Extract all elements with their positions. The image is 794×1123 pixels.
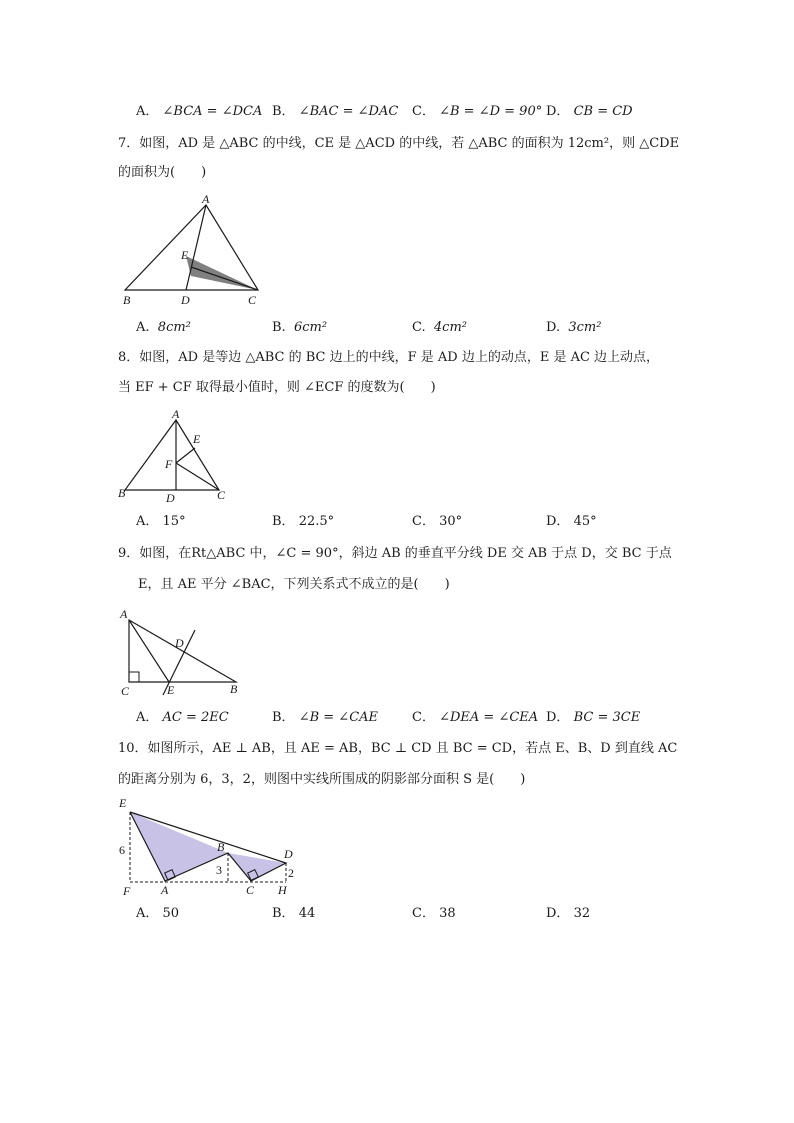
q10-option-b: B． 44 [272,906,316,921]
q9-right-angle-mark [129,672,139,682]
q10-label-a: A [161,883,169,897]
q9-label-c: C [121,684,130,698]
q10-label-f: F [123,884,131,898]
q7-figure [115,192,275,312]
q8-segment-fc [176,463,219,490]
q9-label-b: B [230,682,238,696]
q10-option-c: C． 38 [412,906,456,921]
q10-option-a: A． 50 [136,906,180,921]
q7-option-d: D. 3cm² [546,320,602,335]
q8-option-c: C． 30° [412,514,463,529]
q10-label-d: D [284,847,293,861]
q7-option-b: B. 6cm² [272,320,328,335]
q8-label-f: F [165,457,173,471]
q8-label-d: D [166,491,175,505]
q8-option-a: A． 15° [136,514,186,529]
q9-stem-line2: E，且 AE 平分 ∠BAC，下列关系式不成立的是( ) [138,577,450,592]
q10-label-h: H [278,883,287,897]
q7-label-d: D [181,293,190,307]
q8-triangle-abc [125,420,219,490]
q8-label-c: C [217,488,226,502]
q9-label-d: D [175,636,184,650]
q9-option-c: C． ∠DEA = ∠CEA [412,710,539,725]
q7-median-ce [191,267,258,290]
q10-stem-line1: 10．如图所示，AE ⊥ AB，且 AE = AB，BC ⊥ CD 且 BC = CD，若点 E、B、D 到直线 AC [118,741,678,756]
q8-label-a: A [172,407,180,421]
q9-figure [115,604,250,699]
q9-stem-line1: 9．如图，在Rt△ABC 中，∠C = 90°，斜边 AB 的垂直平分线 DE 交 AB 于点 D，交 BC 于点 [118,546,672,561]
q9-label-e: E [167,683,175,697]
q6-option-d: D． CB = CD [546,104,633,119]
q7-stem-line2: 的面积为( ) [118,165,207,180]
q8-label-e: E [193,432,201,446]
q7-label-e: E [181,248,189,262]
q9-option-a: A． AC = 2EC [136,710,229,725]
q10-label-3: 3 [216,863,222,877]
q9-label-a: A [120,607,128,621]
q10-label-e: E [119,796,127,810]
q9-option-d: D． BC = 3CE [546,710,641,725]
q9-option-b: B． ∠B = ∠CAE [272,710,379,725]
q6-option-a: A． ∠BCA = ∠DCA [136,104,263,119]
q10-label-c: C [246,883,255,897]
q8-label-b: B [118,486,126,500]
q10-label-b: B [217,840,225,854]
q8-stem-line2: 当 EF + CF 取得最小值时，则 ∠ECF 的度数为( ) [118,380,436,395]
q8-option-b: B． 22.5° [272,514,335,529]
q7-option-c: C. 4cm² [412,320,467,335]
q7-stem-line1: 7．如图，AD 是 △ABC 的中线，CE 是 △ACD 的中线，若 △ABC 的面积为 12cm²，则 △CDE [118,136,680,151]
q9-segment-ae [129,620,169,682]
q8-segment-fe [176,448,195,463]
q7-triangle-abc [125,205,258,290]
q8-figure [115,405,240,505]
q6-option-c: C． ∠B = ∠D = 90° [412,104,543,119]
q10-option-d: D． 32 [546,906,591,921]
q9-triangle-abc [129,620,236,682]
q7-label-c: C [248,293,257,307]
q7-label-b: B [123,293,131,307]
q7-label-a: A [202,192,210,206]
q10-shaded-left [130,812,228,881]
q6-option-b: B． ∠BAC = ∠DAC [272,104,399,119]
q7-option-a: A. 8cm² [136,320,191,335]
q10-figure [115,795,300,900]
q10-label-6: 6 [119,843,125,857]
q10-label-2: 2 [288,866,294,880]
q8-stem-line1: 8．如图，AD 是等边 △ABC 的 BC 边上的中线，F 是 AD 边上的动点，E 是 AC 边上动点， [118,350,660,365]
q8-option-d: D． 45° [546,514,597,529]
q10-stem-line2: 的距离分别为 6，3，2，则图中实线所围成的阴影部分面积 S 是( ) [118,772,526,787]
